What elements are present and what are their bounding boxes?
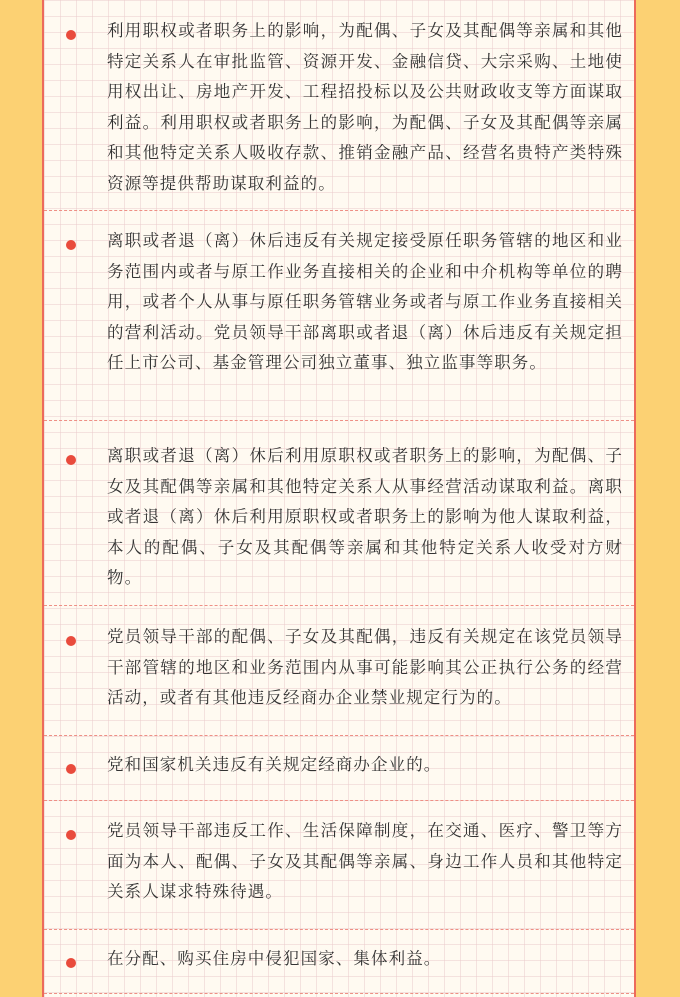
bullet-dot [66,764,76,774]
divider [44,735,634,736]
item-text: 党员领导干部的配偶、子女及其配偶，违反有关规定在该党员领导干部管辖的地区和业务范围内从事可能影响其公正执行公务的经营活动，或者有其他违反经商办企业禁业规定行为的。 [107,627,623,707]
divider [44,210,634,211]
divider [44,993,634,994]
item-text: 在分配、购买住房中侵犯国家、集体利益。 [107,949,442,968]
item-text: 党和国家机关违反有关规定经商办企业的。 [107,755,442,774]
divider [44,420,634,421]
item-text: 离职或者退（离）休后利用原职权或者职务上的影响，为配偶、子女及其配偶等亲属和其他特定关系人从事经营活动谋取利益。离职或者退（离）休后利用原职权或者职务上的影响为他人谋取利益，本人的配偶、子女及其配偶等亲属和其他特定关系人收受对方财物。 [107,446,623,587]
divider [44,929,634,930]
bullet-dot [66,30,76,40]
bullet-dot [66,958,76,968]
item-text: 离职或者退（离）休后违反有关规定接受原任职务管辖的地区和业务范围内或者与原工作业务直接相关的企业和中介机构等单位的聘用，或者个人从事与原任职务管辖业务或者与原工作业务直接相关的营利活动。党员领导干部离职或者退（离）休后违反有关规定担任上市公司、基金管理公司独立董事、独立监事等职务。 [107,231,623,372]
bullet-dot [66,240,76,250]
bullet-dot [66,830,76,840]
item-text: 利用职权或者职务上的影响，为配偶、子女及其配偶等亲属和其他特定关系人在审批监管、资源开发、金融信贷、大宗采购、土地使用权出让、房地产开发、工程招投标以及公共财政收支等方面谋取利益。利用职权或者职务上的影响，为配偶、子女及其配偶等亲属和其他特定关系人吸收存款、推销金融产品、经营名贵特产类特殊资源等提供帮助谋取利益的。 [107,21,623,193]
item-text: 党员领导干部违反工作、生活保障制度，在交通、医疗、警卫等方面为本人、配偶、子女及其配偶等亲属、身边工作人员和其他特定关系人谋求特殊待遇。 [107,821,623,901]
divider [44,800,634,801]
bullet-dot [66,455,76,465]
divider [44,605,634,606]
content-card [42,0,636,997]
bullet-dot [66,636,76,646]
